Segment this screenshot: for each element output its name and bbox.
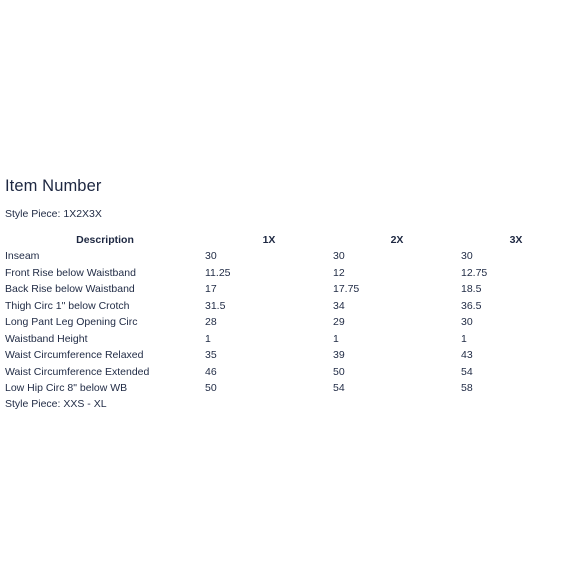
row-value-3x: 30 [461,316,473,329]
row-description: Waist Circumference Relaxed [5,349,144,362]
row-value-2x: 29 [333,316,345,329]
table-header-row [5,231,571,248]
column-header-3x: 3X [509,233,523,246]
row-value-3x: 12.75 [461,266,488,279]
row-value-1x: 35 [205,349,217,362]
table-row [5,281,571,298]
row-value-2x: 50 [333,365,345,378]
table-row [5,364,571,381]
row-value-2x: 54 [333,382,345,395]
style-piece-label: Style Piece: XXS - XL [5,398,107,409]
row-value-1x: 46 [205,365,217,378]
row-description: Low Hip Circ 8" below WB [5,382,128,395]
row-value-2x: 34 [333,299,345,312]
table-row [5,314,571,331]
row-value-3x: 58 [461,382,473,395]
row-description: Back Rise below Waistband [5,283,135,296]
row-description: Front Rise below Waistband [5,266,136,279]
row-description: Waist Circumference Extended [5,365,150,378]
row-value-3x: 36.5 [461,299,482,312]
row-value-2x: 17.75 [333,283,360,296]
row-value-3x: 18.5 [461,283,482,296]
row-value-1x: 31.5 [205,299,226,312]
column-header-2x: 2X [390,233,404,246]
row-value-1x: 28 [205,316,217,329]
style-piece-label: Style Piece: 1X2X3X [5,208,102,220]
row-description: Long Pant Leg Opening Circ [5,316,138,329]
table-row [5,331,571,348]
column-header-1x: 1X [262,233,276,246]
row-value-2x: 39 [333,349,345,362]
row-value-1x: 50 [205,382,217,395]
row-value-1x: 17 [205,283,217,296]
table-row [5,248,571,265]
row-value-1x: 1 [205,332,211,345]
row-value-3x: 54 [461,365,473,378]
page-title: Item Number [5,177,102,195]
row-value-3x: 43 [461,349,473,362]
table-row [5,298,571,315]
row-value-2x: 12 [333,266,345,279]
row-description: Waistband Height [5,332,88,345]
clipped-content [0,396,580,409]
row-value-1x: 30 [205,250,217,263]
row-value-3x: 30 [461,250,473,263]
size-chart-table [5,231,571,397]
table-row [5,265,571,282]
column-header-description: Description [76,233,134,246]
table-row [5,380,571,397]
row-value-1x: 11.25 [205,266,231,279]
row-value-2x: 1 [333,332,339,345]
row-value-2x: 30 [333,250,345,263]
row-description: Thigh Circ 1" below Crotch [5,299,130,312]
row-value-3x: 1 [461,332,467,345]
table-row [5,347,571,364]
row-description: Inseam [5,250,40,263]
